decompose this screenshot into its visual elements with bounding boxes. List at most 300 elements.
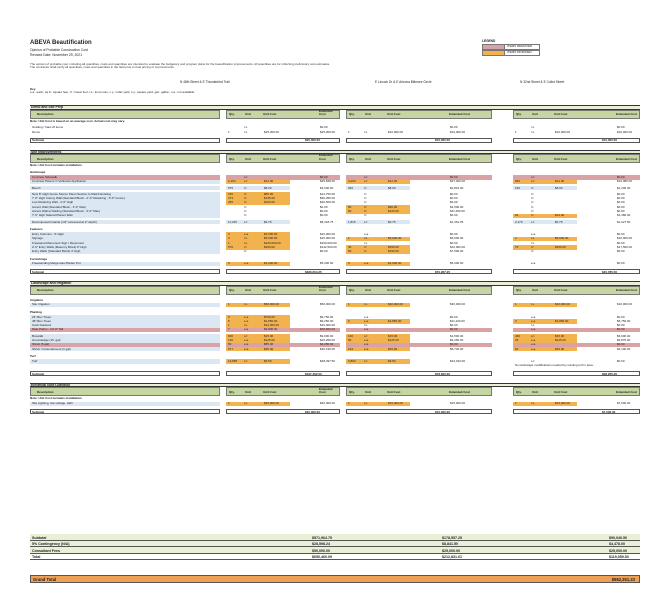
cell-value: s.f. xyxy=(531,219,536,224)
cell-value: 575 xyxy=(228,185,234,190)
subtotal-box xyxy=(226,138,340,143)
cell-value: $30,000.00 xyxy=(388,302,404,307)
item-description: 7'-0" High Natural Planter Wall xyxy=(32,213,73,218)
cell-value: $1,361.25 xyxy=(450,219,464,224)
col-label: Unit Cost xyxy=(554,288,568,293)
cell-value: l.s. xyxy=(531,125,535,130)
cell-value: $0.00 xyxy=(450,231,458,236)
cell-value: $125.00 xyxy=(555,338,566,342)
col-label: Unit Cost xyxy=(387,390,401,395)
cell-value: e.a. xyxy=(244,261,250,266)
cell-value: l.f. xyxy=(364,209,368,214)
cell-value: $1,850.00 xyxy=(555,318,569,323)
cell-value: l.f. xyxy=(364,200,368,205)
cell-value: l.s. xyxy=(364,129,368,134)
col-label-description: Description xyxy=(37,112,54,117)
col-label: Unit xyxy=(532,288,538,293)
section-note: Note: Unit Cost includes installation. xyxy=(30,396,83,401)
row-highlight xyxy=(513,214,577,218)
column-header-row xyxy=(30,286,640,295)
cell-value: $6,750.00 xyxy=(320,314,334,319)
cell-value: 460 xyxy=(515,333,521,338)
cell-value: l.s. xyxy=(531,240,535,245)
cell-value: $135.00 xyxy=(264,196,275,201)
cell-value: $35.00 xyxy=(264,346,274,351)
cell-value: $0.00 xyxy=(617,323,625,328)
revision-date: Revised Date: November 29, 2021 xyxy=(30,52,83,57)
cell-value: s.f. xyxy=(364,219,369,224)
cell-value: 1 xyxy=(348,401,350,406)
cell-value: e.a. xyxy=(244,346,250,351)
key-title: Key xyxy=(30,87,36,91)
item-description: Accent Wall w/ Railing (Standard Block - 3'-0" Max) xyxy=(32,209,100,214)
col-label: Extended Cost xyxy=(319,386,333,395)
cell-value: 60 xyxy=(515,346,519,351)
cell-value: $40,000.00 xyxy=(264,401,280,406)
cell-value: l.s. xyxy=(244,236,248,241)
location-heading: N 32nd Street & E Cullet Street xyxy=(520,80,565,84)
line-item-row xyxy=(30,262,640,266)
cell-value: $0.00 xyxy=(617,327,625,332)
line-item-row xyxy=(30,347,640,351)
line-item-row xyxy=(30,303,640,307)
subtotal-label: Subtotal xyxy=(32,371,44,376)
cell-value: $12.00 xyxy=(555,179,565,184)
cell-value: $85.00 xyxy=(264,191,274,196)
cell-value: l.f. xyxy=(364,204,368,209)
cell-value: e.a. xyxy=(531,231,537,236)
cell-value: $5,000.00 xyxy=(450,261,464,266)
section-title: Landscape and Irrigation xyxy=(30,281,640,286)
column-header-description xyxy=(30,154,220,163)
cell-value: $250.00 xyxy=(388,244,399,249)
col-label: Extended Cost xyxy=(319,108,333,117)
row-highlight xyxy=(226,402,290,406)
cell-value: l.s. xyxy=(244,323,248,328)
cell-value: $3,875.00 xyxy=(617,338,631,342)
column-header-row xyxy=(30,154,640,163)
row-highlight xyxy=(346,186,410,190)
cell-value: 70 xyxy=(515,244,519,249)
cell-value: $0.00 xyxy=(450,191,458,196)
cell-value: $4,500.00 xyxy=(450,204,464,209)
cell-value: e.a. xyxy=(531,327,537,332)
total-label: Total xyxy=(32,555,41,559)
cell-value: 1 xyxy=(515,129,517,134)
cell-value: s.f. xyxy=(531,179,536,184)
cell-value: $0.00 xyxy=(617,240,625,245)
subtotal-row xyxy=(30,371,640,376)
subtotal-box xyxy=(513,138,640,143)
cell-value: $8,418.75 xyxy=(320,219,334,224)
col-label-description: Description xyxy=(37,390,54,395)
subtotal-row xyxy=(30,138,640,143)
item-description: Groundedge (15. gal) xyxy=(32,338,61,342)
cell-value: s.f. xyxy=(244,179,249,184)
subtotal-value: $28,255.00 xyxy=(602,371,618,376)
cell-value: $48,497.50 xyxy=(320,358,336,363)
cell-value: $12.00 xyxy=(264,179,274,184)
total-value: $119,059.53 xyxy=(609,555,629,559)
cell-value: $10,000.00 xyxy=(617,129,633,134)
col-label: Unit xyxy=(532,156,538,161)
column-header-group xyxy=(513,110,640,119)
cell-value: $5,740.00 xyxy=(450,346,464,351)
cell-value: l.f. xyxy=(364,249,368,254)
item-description: Freestand Monument Sign / Movement xyxy=(32,240,84,245)
cell-value: $0.00 xyxy=(450,323,458,328)
total-label: Subtotal xyxy=(32,535,47,540)
cell-value: 50 xyxy=(348,249,352,254)
cell-value: 50 xyxy=(228,342,232,347)
subtotal-value: $45,785.50 xyxy=(602,270,618,275)
cell-value: 25 xyxy=(515,338,519,342)
item-description: 48"-Box Trees xyxy=(32,318,51,323)
total-label: 5% Contingency (N/A) xyxy=(32,542,70,546)
cell-value: 150 xyxy=(515,185,521,190)
subtotal-box xyxy=(30,371,220,376)
cell-value: 265 xyxy=(228,200,234,205)
subtotal-value: $70,957.25 xyxy=(435,270,451,275)
cell-value: l.f. xyxy=(364,213,368,218)
cell-value: e.a. xyxy=(244,314,250,319)
cell-value: e.a. xyxy=(531,338,537,342)
col-label: Unit Cost xyxy=(554,112,568,117)
col-label: Qty. xyxy=(516,288,522,293)
cell-value: 150 xyxy=(228,191,234,196)
subtotal-box xyxy=(226,269,340,274)
cell-value: $10,000.00 xyxy=(320,231,336,236)
spacer xyxy=(30,143,640,145)
cell-value: $0.00 xyxy=(450,342,458,347)
cell-value: $50,000.00 xyxy=(320,302,336,307)
item-description: 2'-0" Entry Walls (Masonry Block) 8' High xyxy=(32,244,87,249)
subtotal-box xyxy=(30,138,220,143)
cell-value: $0.00 xyxy=(617,231,625,236)
grand-total-value: $982,351.23 xyxy=(611,576,635,582)
cell-value: $100.00 xyxy=(264,200,275,205)
cell-value: $1,480.00 xyxy=(617,213,631,218)
cell-value: $85.00 xyxy=(264,342,274,347)
cell-value: $750.00 xyxy=(264,314,275,319)
subtotal-label: Subtotal xyxy=(32,270,44,275)
cell-value: $0.75 xyxy=(264,219,272,224)
subtotal-value: $25,000.00 xyxy=(305,138,321,143)
cell-value: e.a. xyxy=(531,346,537,351)
cell-value: l.s. xyxy=(531,323,535,328)
line-item-row xyxy=(30,214,640,218)
cell-value: e.a. xyxy=(531,261,537,266)
cell-value: $1,200.00 xyxy=(617,185,631,190)
cell-value: l.s. xyxy=(244,302,248,307)
cell-value: 9 xyxy=(228,314,230,319)
cell-value: $1,000.00 xyxy=(388,261,402,266)
cell-value: e.a. xyxy=(364,318,370,323)
item-description: Site Lighting, low voltage, LED xyxy=(32,401,73,406)
col-label: Unit Cost xyxy=(263,288,277,293)
cell-value: e.a. xyxy=(364,314,370,319)
total-value: $8,841.50 xyxy=(442,542,458,546)
col-label: Extended Cost xyxy=(319,284,333,293)
spacer xyxy=(30,274,640,276)
cell-value: $5,000.00 xyxy=(450,236,464,241)
row-highlight xyxy=(30,303,220,307)
col-label: Extended Cost xyxy=(319,153,333,161)
cell-value: 577 xyxy=(228,346,234,351)
cell-value: e.a. xyxy=(531,342,537,347)
cell-value: $50,355.00 xyxy=(320,196,336,201)
cell-value: 3,200 xyxy=(348,179,356,184)
row-highlight xyxy=(226,262,290,266)
cell-value: l.s. xyxy=(244,125,248,130)
report-subtitle: Opinion of Probable Construction Cost xyxy=(30,47,88,52)
section-note: Note: Unit Cost includes installation. xyxy=(30,163,83,168)
total-value: $25,000.00 xyxy=(442,548,460,553)
cell-value: $30,000.00 xyxy=(450,302,466,307)
item-description: Accent Wall (Standard Block - 3'-0" Max) xyxy=(32,204,87,209)
cell-value: l.f. xyxy=(244,213,248,218)
cell-value: $23.00 xyxy=(555,213,565,218)
total-value: $212,831.61 xyxy=(442,555,462,559)
cell-value: $5,000.00 xyxy=(264,236,278,241)
col-label: Unit xyxy=(245,156,251,161)
cell-value: $0.00 xyxy=(617,196,625,201)
cell-value: $0.00 xyxy=(320,204,328,209)
column-header-group xyxy=(346,154,492,163)
cell-value: s.f. xyxy=(364,358,369,363)
cell-value: $15.00 xyxy=(388,333,398,338)
cell-value: $0.75 xyxy=(555,219,563,224)
cell-value: $0.00 xyxy=(320,213,328,218)
column-header-description xyxy=(30,387,220,396)
cell-value: $6,900.00 xyxy=(617,333,631,338)
cell-value: $10,000.00 xyxy=(555,302,571,307)
spacer xyxy=(30,376,640,378)
cell-value: 64 xyxy=(515,213,519,218)
turf-note-text: No landscape modifications needed by existing turf in area. xyxy=(515,363,594,368)
total-label: Consultant Fees xyxy=(32,548,60,553)
total-row xyxy=(30,554,640,561)
cost-sheet xyxy=(30,100,640,414)
cell-value: $10,000.00 xyxy=(555,129,571,134)
cell-value: l.f. xyxy=(364,185,368,190)
cell-value: 50 xyxy=(348,338,352,342)
cell-value: l.f. xyxy=(531,244,535,249)
item-description: Entry Walls (Standard Block) 3' High xyxy=(32,249,81,254)
cell-value: $0.00 xyxy=(617,261,625,266)
item-description: Low Retaining Wall - 2'-0" High xyxy=(32,200,74,205)
col-label: Unit xyxy=(245,112,251,117)
column-header-group xyxy=(226,286,340,295)
column-header-group xyxy=(513,154,640,163)
line-item-row xyxy=(30,186,640,190)
cell-value: $6,250.00 xyxy=(450,338,464,342)
line-item-row xyxy=(30,180,640,184)
cell-value: $0.00 xyxy=(617,200,625,205)
total-value: $650,460.09 xyxy=(312,555,332,559)
legend xyxy=(482,40,540,56)
cell-value: s.f. xyxy=(531,358,536,363)
item-description: Turf xyxy=(32,358,38,363)
cell-value: l.f. xyxy=(531,213,535,218)
item-description: Boxwalk xyxy=(32,333,44,338)
total-value: $25,000.00 xyxy=(609,548,627,553)
cell-value: e.a. xyxy=(244,231,250,236)
grand-total-label: Grand Total xyxy=(33,576,57,582)
cell-value: $7,000.00 xyxy=(617,401,631,406)
subtotal-box xyxy=(30,409,220,414)
col-label: Unit Cost xyxy=(387,288,401,293)
cell-value: s.f. xyxy=(364,174,369,179)
subsection-label: Planting xyxy=(30,310,42,315)
cell-value: $15,000.00 xyxy=(555,401,571,406)
cell-value: $0.00 xyxy=(617,314,625,319)
cell-value: 11,225 xyxy=(228,219,237,224)
cell-value: l.f. xyxy=(364,191,368,196)
item-description: Grading / haul off items xyxy=(32,125,63,130)
item-description: Concrete Sidewalk xyxy=(32,174,58,179)
row-highlight xyxy=(226,303,290,307)
subtotal-box xyxy=(346,269,492,274)
cell-value: $20,195.00 xyxy=(320,346,336,351)
cell-value: $9,000.00 xyxy=(320,333,334,338)
legend-label: ITEMS REMOVED xyxy=(507,44,533,49)
cell-value: $1,627.50 xyxy=(617,219,631,224)
cell-value: 164 xyxy=(348,346,354,351)
cell-value: $8.00 xyxy=(388,185,396,190)
cell-value: l.f. xyxy=(244,196,248,201)
cell-value: e.a. xyxy=(364,346,370,351)
subsection-label: Turf xyxy=(30,354,36,359)
cell-value: l.f. xyxy=(531,249,535,254)
section-title: Site Improvements xyxy=(30,150,640,155)
legend-item-modified xyxy=(482,50,540,56)
subsection-label: Features xyxy=(30,227,43,232)
cell-value: $3.50 xyxy=(264,358,272,363)
cell-value: $125.00 xyxy=(388,209,399,214)
row-highlight xyxy=(346,250,410,254)
subtotal-value: $10,000.00 xyxy=(435,138,451,143)
subtotal-value: $40,000.00 xyxy=(305,410,321,415)
cell-value: $11,100.00 xyxy=(450,318,465,323)
line-item-row xyxy=(30,220,640,224)
cell-value: 2,154 xyxy=(228,179,236,184)
cell-value: $10,000.00 xyxy=(450,129,466,134)
cell-value: s.f. xyxy=(244,358,249,363)
cell-value: $24,010.00 xyxy=(450,358,466,363)
cell-value: l.f. xyxy=(531,196,535,201)
cell-value: l.f. xyxy=(531,200,535,205)
cell-value: 5 xyxy=(228,318,230,323)
cell-value: $2,100.00 xyxy=(617,346,631,351)
cell-value: 840 xyxy=(515,179,521,184)
col-label: Unit Cost xyxy=(387,112,401,117)
cell-value: $35.00 xyxy=(388,346,398,351)
cell-value: 1 xyxy=(228,240,230,245)
column-header-row xyxy=(30,387,640,396)
cell-value: 6,860 xyxy=(348,358,356,363)
cell-value: $1,850.00 xyxy=(264,318,278,323)
cell-value: 5 xyxy=(228,261,230,266)
cell-value: s.f. xyxy=(244,174,249,179)
section-title: Demo and Site Prep xyxy=(30,105,640,110)
col-label: Qty. xyxy=(229,112,235,117)
cell-value: $0.00 xyxy=(320,125,328,130)
cell-value: $10,080.00 xyxy=(617,179,633,184)
subtotal-box xyxy=(513,269,640,274)
col-label: Unit Cost xyxy=(554,156,568,161)
cell-value: $0.00 xyxy=(320,209,328,214)
column-header-group xyxy=(346,110,492,119)
section-note: Note: Unit Cost is based on an average cost. Actual cost may vary. xyxy=(30,118,125,123)
cell-value: $5,000.00 xyxy=(388,236,402,241)
col-label: Unit xyxy=(532,390,538,395)
column-header-group xyxy=(513,286,640,295)
cell-value: $250.00 xyxy=(555,244,566,249)
cell-value: l.s. xyxy=(364,323,368,328)
subsection-label: Irrigation xyxy=(30,297,44,302)
cell-value: l.s. xyxy=(531,236,535,241)
total-value: $4,478.00 xyxy=(609,542,625,546)
column-header-group xyxy=(346,286,492,295)
cell-value: $0.00 xyxy=(617,174,625,179)
item-description: Decomposed Granite (1/2" screened at 2" depth) xyxy=(32,219,97,224)
total-value: $178,557.25 xyxy=(442,535,462,540)
subsection-label: Furnishings xyxy=(30,256,48,261)
cell-value: $0.00 xyxy=(450,213,458,218)
row-highlight xyxy=(226,347,290,351)
cell-value: 13,865 xyxy=(228,358,238,363)
cell-value: $15,000.00 xyxy=(450,401,466,406)
subtotal-value: $380,604.25 xyxy=(305,270,322,275)
cell-value: l.f. xyxy=(244,244,248,249)
item-description: 7'-0" High Colony Wall (Standard Block - 2'-0" Retaining - 5'-0" Fence) xyxy=(32,196,125,201)
cell-value: $250.00 xyxy=(264,244,275,249)
col-label: Extended Cost xyxy=(616,390,638,395)
item-description: Demo xyxy=(32,129,41,134)
cell-value: s.f. xyxy=(244,333,249,338)
row-highlight xyxy=(513,186,577,190)
cell-value: $2,500.00 xyxy=(264,231,278,236)
col-label: Qty. xyxy=(349,112,355,117)
cell-value: s.f. xyxy=(531,174,536,179)
cell-value: 50 xyxy=(348,204,352,209)
cell-value: 1 xyxy=(515,302,517,307)
item-description: Site Irrigation xyxy=(32,302,50,307)
cell-value: $3,800.00 xyxy=(264,327,278,332)
cell-value: $0.00 xyxy=(617,191,625,196)
cell-value: e.a. xyxy=(364,231,370,236)
cell-value: 40 xyxy=(348,244,352,249)
subtotal-row xyxy=(30,409,640,414)
cell-value: $0.00 xyxy=(450,240,458,245)
col-label: Qty. xyxy=(349,156,355,161)
cell-value: s.f. xyxy=(364,179,369,184)
cell-value: $17,500.00 xyxy=(617,244,633,249)
cell-value: l.s. xyxy=(364,302,368,307)
cell-value: s.f. xyxy=(531,333,536,338)
cell-value: $0.00 xyxy=(617,342,625,347)
column-header-description xyxy=(30,110,220,119)
cell-value: l.s. xyxy=(531,302,535,307)
subtotal-box xyxy=(346,371,492,376)
col-label: Qty. xyxy=(229,390,235,395)
section-title: Electrical (Site Lighting) xyxy=(30,383,640,388)
cell-value: $12.00 xyxy=(388,179,398,184)
col-label: Unit xyxy=(365,156,371,161)
cell-value: e.a. xyxy=(244,342,250,347)
cell-value: $150.00 xyxy=(388,249,399,254)
